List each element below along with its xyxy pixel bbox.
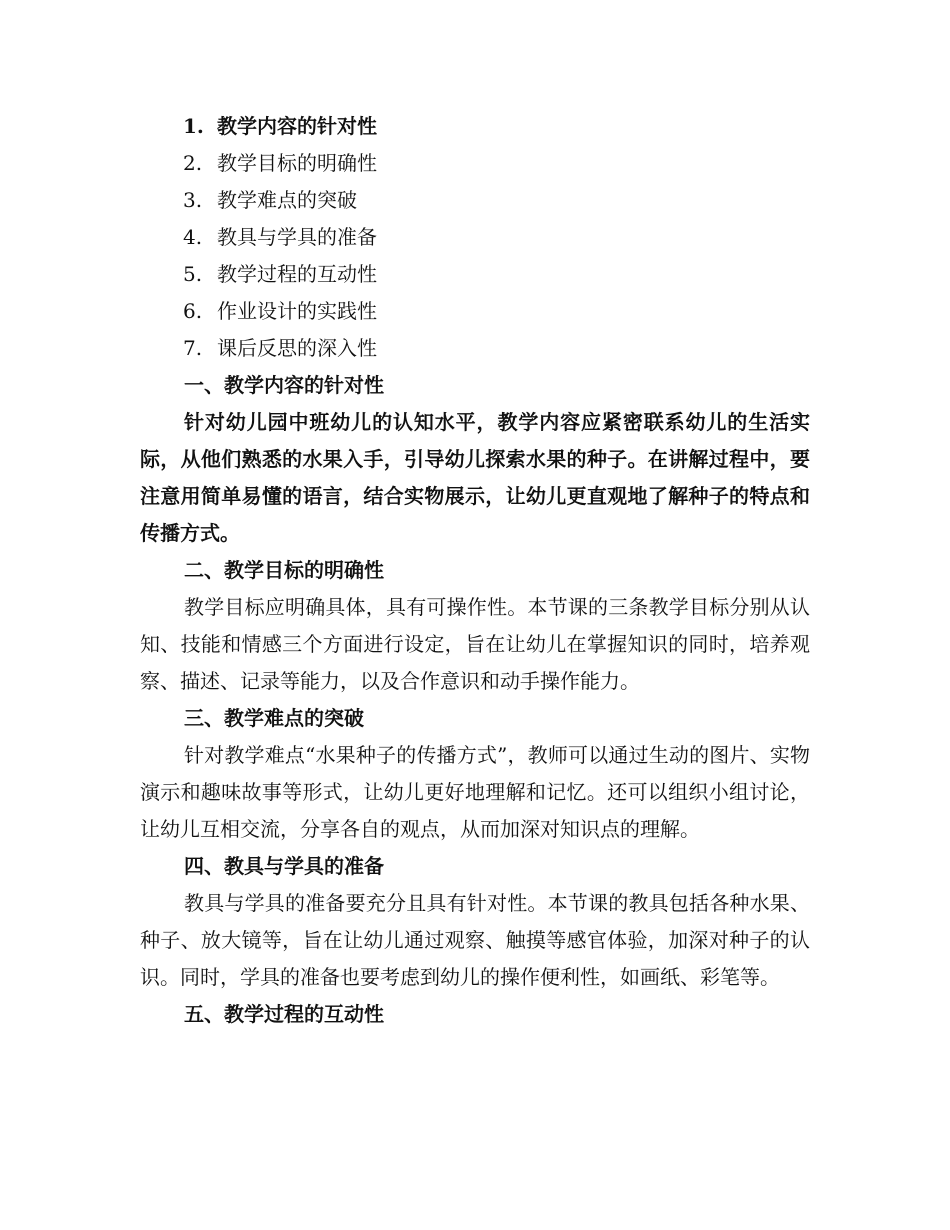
toc-number: 3. — [183, 188, 203, 212]
toc-item-2 — [183, 145, 823, 182]
toc-number: 4. — [183, 225, 203, 249]
toc-text: 教具与学具的准备 — [217, 225, 377, 249]
document-body — [140, 367, 810, 1033]
toc-item-1 — [183, 108, 823, 145]
toc-text: 课后反思的深入性 — [217, 336, 377, 360]
toc-item-5 — [183, 256, 823, 293]
toc-item-7 — [183, 330, 823, 367]
toc-item-4 — [183, 219, 823, 256]
section-paragraph-2: 教学目标应明确具体，具有可操作性。本节课的三条教学目标分别从认知、技能和情感三个方面进行设定，旨在让幼儿在掌握知识的同时，培养观察、描述、记录等能力，以及合作意识和动手操作能力。 — [140, 595, 810, 693]
toc-text: 教学内容的针对性 — [217, 114, 377, 138]
section-heading-5: 五、教学过程的互动性 — [184, 1002, 384, 1026]
toc-number: 6. — [183, 299, 203, 323]
section-heading-4: 四、教具与学具的准备 — [184, 854, 384, 878]
toc-text: 教学难点的突破 — [217, 188, 357, 212]
section-heading-2: 二、教学目标的明确性 — [184, 558, 384, 582]
section-paragraph-1: 针对幼儿园中班幼儿的认知水平，教学内容应紧密联系幼儿的生活实际，从他们熟悉的水果入手，引导幼儿探索水果的种子。在讲解过程中，要注意用简单易懂的语言，结合实物展示，让幼儿更直观地了解种子的特点和传播方式。 — [140, 410, 810, 545]
toc-item-3 — [183, 182, 823, 219]
toc-number: 2. — [183, 151, 203, 175]
section-paragraph-4: 教具与学具的准备要充分且具有针对性。本节课的教具包括各种水果、种子、放大镜等，旨在让幼儿通过观察、触摸等感官体验，加深对种子的认识。同时，学具的准备也要考虑到幼儿的操作便利性，如画纸、彩笔等。 — [140, 891, 810, 989]
toc-text: 教学目标的明确性 — [217, 151, 377, 175]
toc-item-6 — [183, 293, 823, 330]
table-of-contents — [183, 108, 823, 367]
section-heading-3: 三、教学难点的突破 — [184, 706, 364, 730]
toc-number: 1. — [183, 114, 204, 138]
toc-number: 7. — [183, 336, 203, 360]
section-heading-1: 一、教学内容的针对性 — [184, 373, 384, 397]
section-paragraph-3: 针对教学难点“水果种子的传播方式”，教师可以通过生动的图片、实物演示和趣味故事等形式，让幼儿更好地理解和记忆。还可以组织小组讨论，让幼儿互相交流，分享各自的观点，从而加深对知识点的理解。 — [140, 743, 810, 841]
toc-text: 作业设计的实践性 — [217, 299, 377, 323]
toc-number: 5. — [183, 262, 203, 286]
toc-text: 教学过程的互动性 — [217, 262, 377, 286]
